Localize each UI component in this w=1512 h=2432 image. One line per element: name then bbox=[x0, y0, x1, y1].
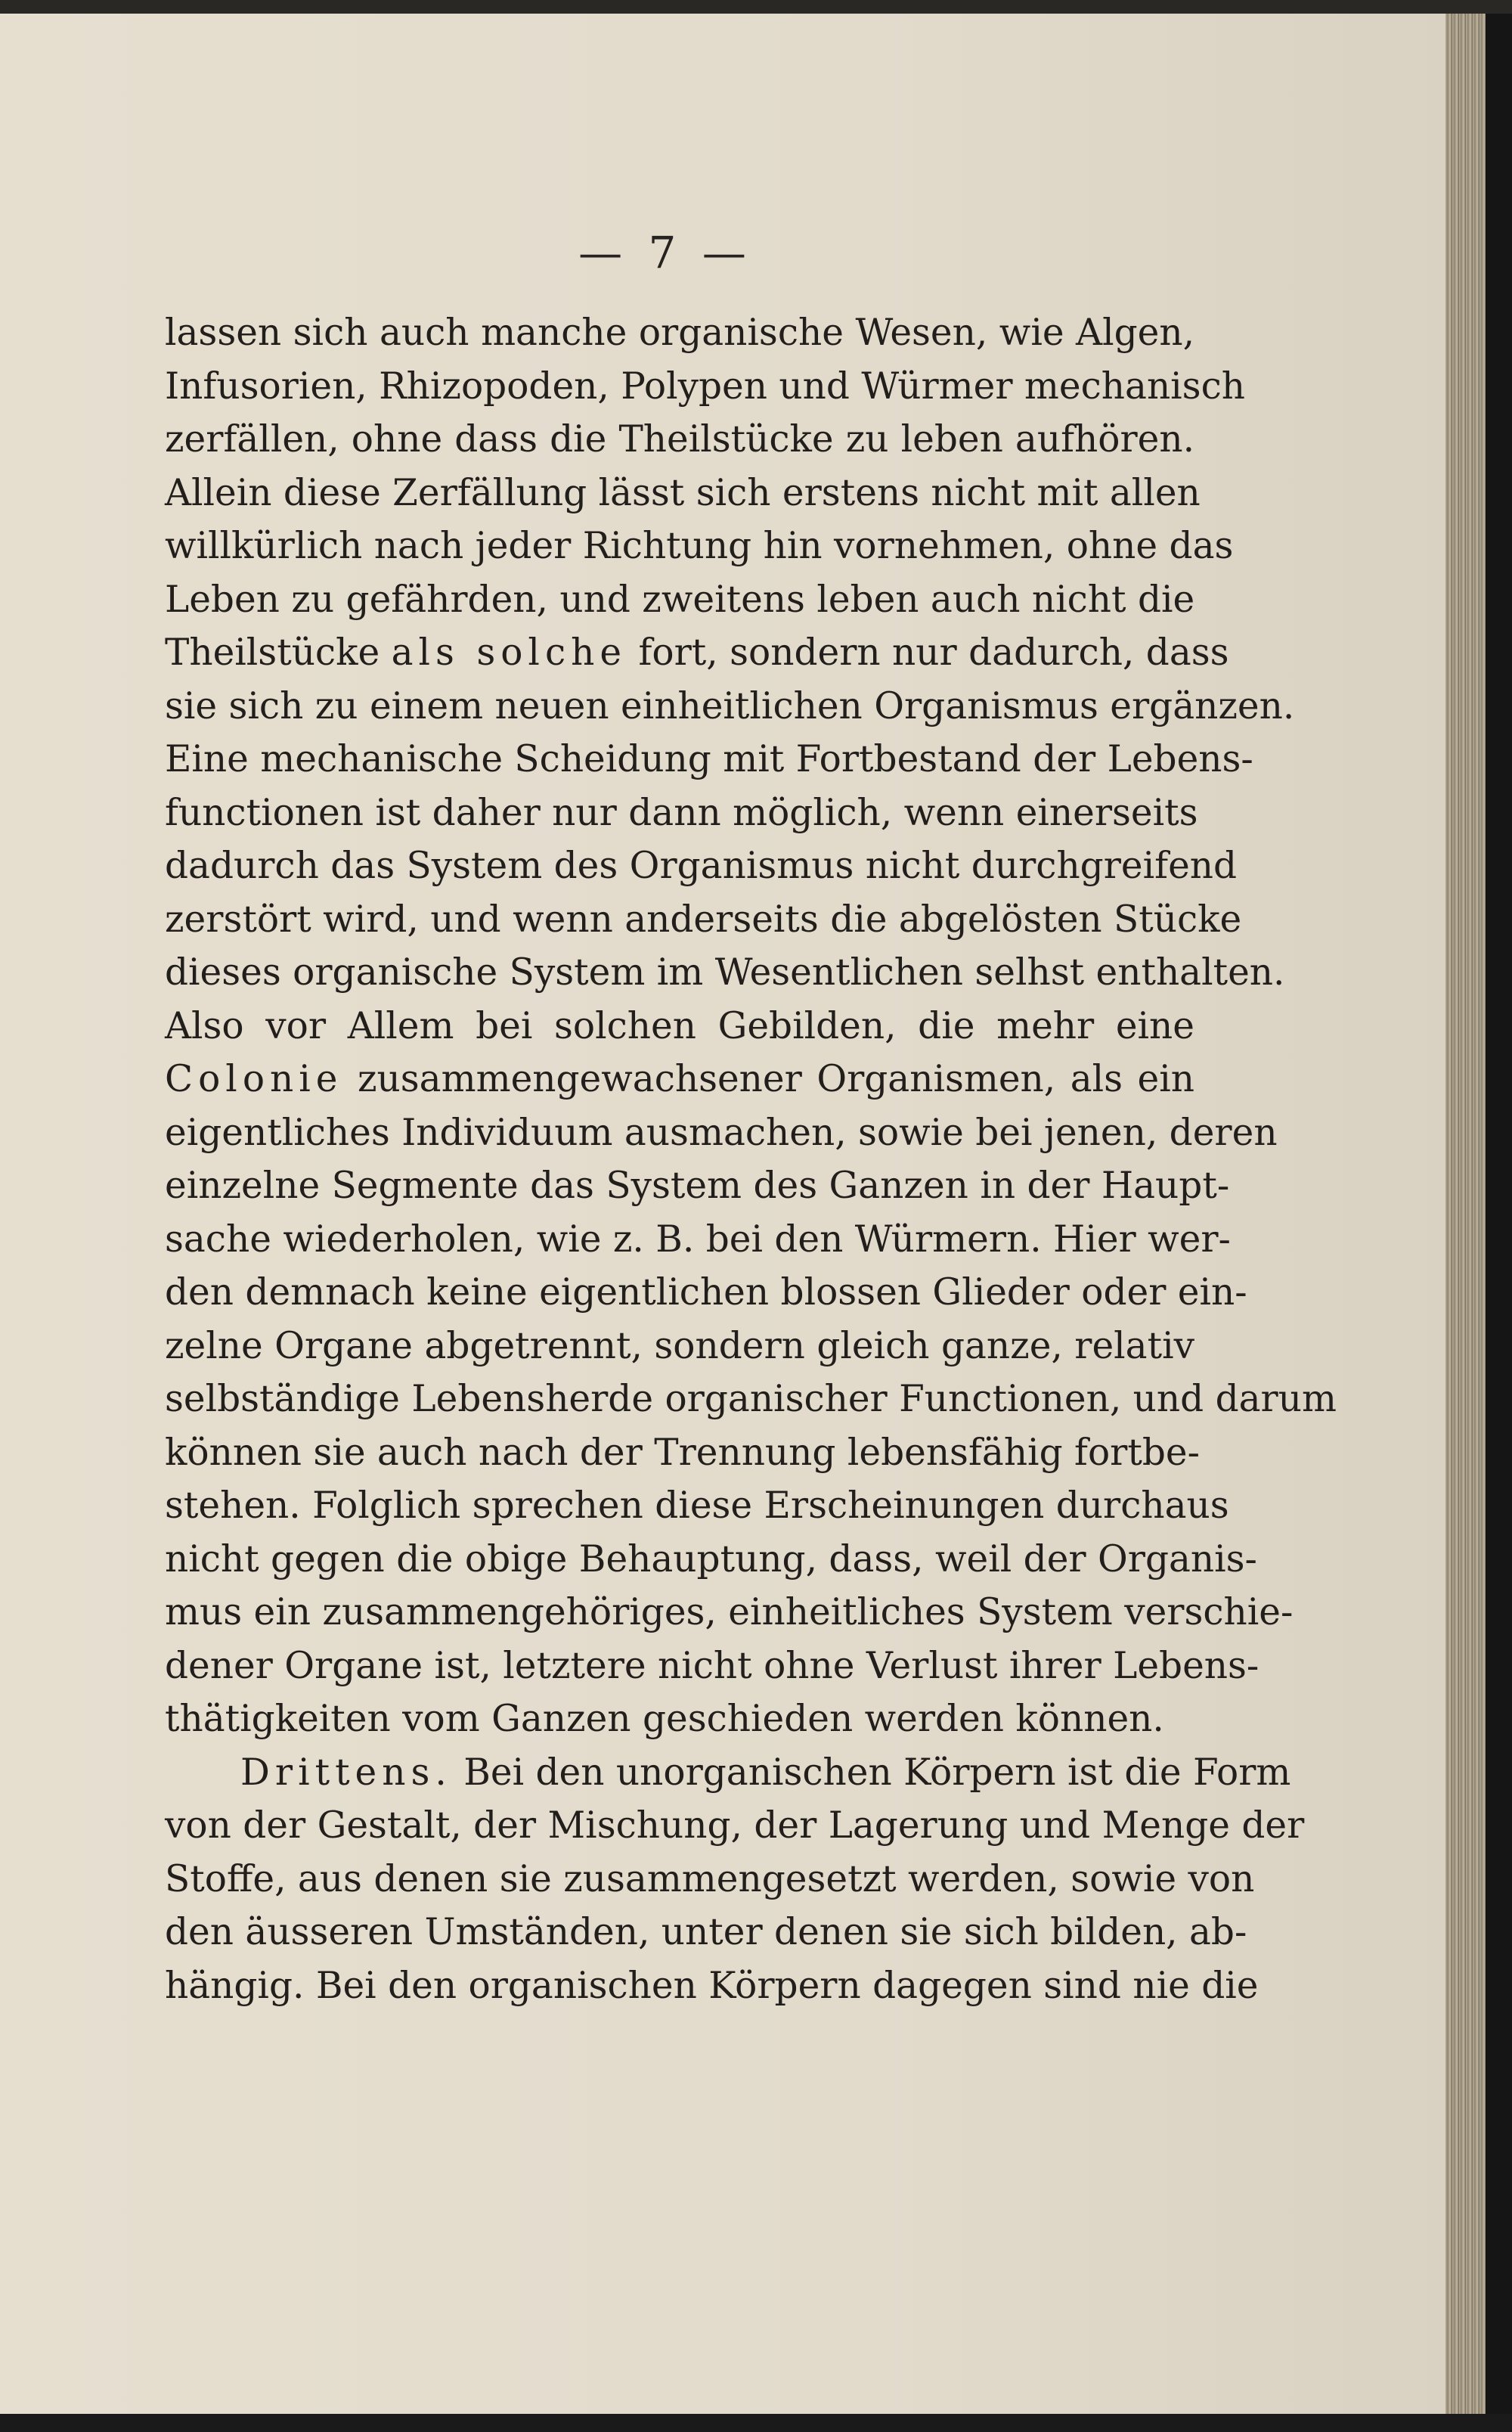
text-line: nicht gegen die obige Behauptung, dass, weil der Organis- bbox=[165, 1537, 1257, 1580]
text-line: functionen ist daher nur dann möglich, wenn einerseits bbox=[165, 791, 1198, 834]
text-line: dener Organe ist, letztere nicht ohne Verlust ihrer Lebens- bbox=[165, 1644, 1259, 1687]
text-line: Infusorien, Rhizopoden, Polypen und Würmer mechanisch bbox=[165, 364, 1245, 408]
text-line: mus ein zusammengehöriges, einheitliches System verschie- bbox=[165, 1591, 1294, 1633]
emphasis-spaced: als solche bbox=[391, 631, 627, 674]
emphasis-spaced: Drittens. bbox=[240, 1751, 452, 1794]
text-line: dieses organische System im Wesentlichen selhst enthalten. bbox=[165, 951, 1285, 994]
text-line: zerstört wird, und wenn anderseits die abgelösten Stücke bbox=[165, 898, 1242, 941]
text-line: sie sich zu einem neuen einheitlichen Organismus ergänzen. bbox=[165, 684, 1295, 727]
text-run: zusammengewachsener Organismen, als ein bbox=[342, 1058, 1194, 1100]
text-run: Bei den unorganischen Körpern ist die Form bbox=[451, 1751, 1291, 1794]
text-line: hängig. Bei den organischen Körpern dagegen sind nie die bbox=[165, 1964, 1259, 2007]
text-line: Eine mechanische Scheidung mit Fortbestand der Lebens- bbox=[165, 738, 1253, 780]
text-run: Theilstücke bbox=[165, 631, 392, 674]
text-line: Stoffe, aus denen sie zusammengesetzt werden, sowie von bbox=[165, 1857, 1255, 1900]
text-line: stehen. Folglich sprechen diese Erscheinungen durchaus bbox=[165, 1484, 1229, 1527]
body-text bbox=[165, 306, 1337, 2012]
text-line: zerfällen, ohne dass die Theilstücke zu leben aufhören. bbox=[165, 418, 1194, 461]
text-line bbox=[165, 626, 1229, 680]
scan-border-right bbox=[1486, 14, 1512, 2432]
text-line: lassen sich auch manche organische Wesen, wie Algen, bbox=[165, 312, 1194, 354]
text-line: von der Gestalt, der Mischung, der Lagerung und Menge der bbox=[165, 1804, 1305, 1847]
text-run: fort, sondern nur dadurch, dass bbox=[627, 631, 1229, 674]
text-line: willkürlich nach jeder Richtung hin vornehmen, ohne das bbox=[165, 525, 1234, 567]
text-line: eigentliches Individuum ausmachen, sowie bei jenen, deren bbox=[165, 1111, 1278, 1154]
page-stack-edge bbox=[1445, 14, 1489, 2417]
text-line: einzelne Segmente das System des Ganzen in der Haupt- bbox=[165, 1165, 1230, 1207]
text-line: den äusseren Umständen, unter denen sie sich bilden, ab- bbox=[165, 1911, 1247, 1953]
text-line: dadurch das System des Organismus nicht durchgreifend bbox=[165, 845, 1238, 887]
text-line: zelne Organe abgetrennt, sondern gleich ganze, relativ bbox=[165, 1324, 1194, 1367]
text-line: selbständige Lebensherde organischer Functionen, und darum bbox=[165, 1378, 1337, 1420]
page-number: — 7 — bbox=[578, 227, 752, 278]
text-line bbox=[165, 1746, 1291, 1800]
text-line: sache wiederholen, wie z. B. bei den Würmern. Hier wer- bbox=[165, 1218, 1231, 1261]
text-line: den demnach keine eigentlichen blossen Glieder oder ein- bbox=[165, 1271, 1247, 1314]
emphasis-spaced: Colonie bbox=[165, 1058, 343, 1100]
scan-border-top bbox=[0, 0, 1512, 15]
text-line: thätigkeiten vom Ganzen geschieden werden können. bbox=[165, 1698, 1164, 1740]
scan-border-bottom bbox=[0, 2414, 1512, 2432]
text-line: können sie auch nach der Trennung lebensfähig fortbe- bbox=[165, 1431, 1200, 1474]
text-line bbox=[165, 1053, 1194, 1106]
text-line: Leben zu gefährden, und zweitens leben auch nicht die bbox=[165, 578, 1195, 621]
text-line: Allein diese Zerfällung lässt sich erstens nicht mit allen bbox=[165, 471, 1201, 514]
text-line: Also vor Allem bei solchen Gebilden, die mehr eine bbox=[165, 1004, 1194, 1047]
